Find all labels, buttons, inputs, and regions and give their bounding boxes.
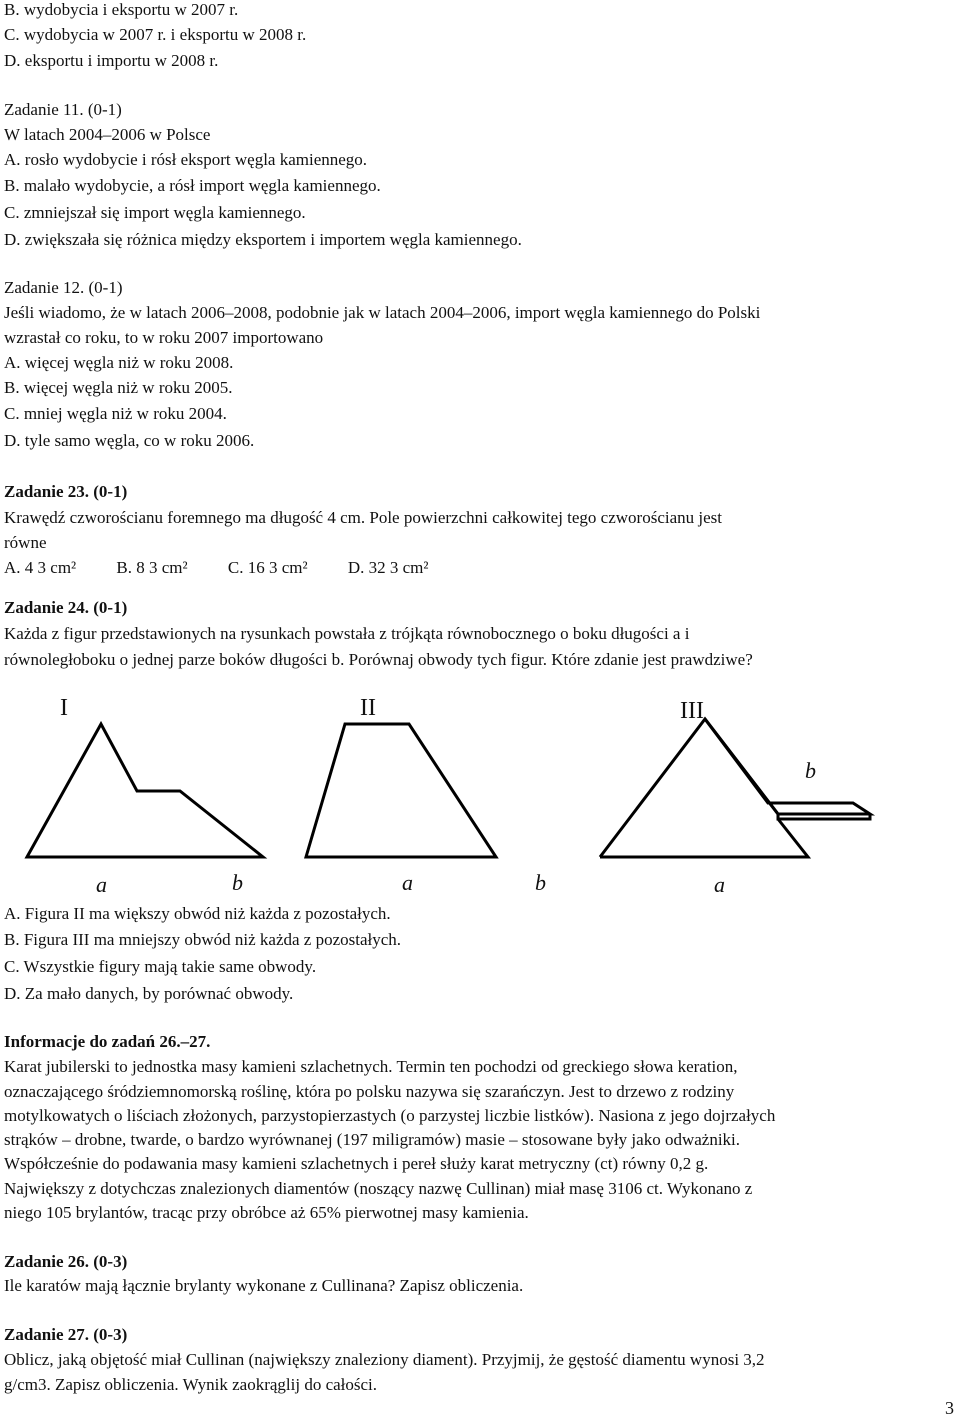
task-24-option-b: B. Figura III ma mniejszy obwód niż każda z pozostałych.: [4, 930, 402, 949]
figures-diagram: [0, 690, 960, 900]
task-27-line-1: Oblicz, jaką objętość miał Cullinan (największy znaleziony diament). Przyjmij, że gęstość diamentu wynosi 3,2: [4, 1350, 765, 1369]
task-24-option-c: C. Wszystkie figury mają takie same obwody.: [4, 957, 317, 976]
prev-option-d: D. eksportu i importu w 2008 r.: [4, 51, 219, 70]
task-12-option-c: C. mniej węgla niż w roku 2004.: [4, 404, 227, 423]
prev-option-b: B. wydobycia i eksportu w 2007 r.: [4, 0, 239, 19]
figure-3-label: III: [680, 698, 704, 724]
figure-2-shape: [306, 724, 496, 857]
task-26-title: Zadanie 26. (0-3): [4, 1252, 128, 1271]
figure-2-side-a: a: [402, 870, 413, 895]
info-line-7: niego 105 brylantów, tracąc przy obróbce aż 65% pierwotnej masy kamienia.: [4, 1203, 529, 1222]
task-12-stem-line-2: wzrastał co roku, to w roku 2007 importowano: [4, 328, 324, 347]
task-24-stem-line-2: równoległoboku o jednej parze boków długości b. Porównaj obwody tych figur. Które zdanie jest prawdziwe?: [4, 650, 753, 669]
task-23-title: Zadanie 23. (0-1): [4, 482, 128, 501]
task-11-stem: W latach 2004–2006 w Polsce: [4, 125, 211, 144]
task-24-option-a: A. Figura II ma większy obwód niż każda z pozostałych.: [4, 904, 391, 923]
task-23-option-c: C. 16 3 cm²: [227, 558, 308, 577]
figure-2-label: II: [360, 695, 376, 721]
task-11-title: Zadanie 11. (0-1): [4, 100, 122, 119]
task-23-option-b: B. 8 3 cm²: [116, 558, 188, 577]
prev-option-c: C. wydobycia w 2007 r. i eksportu w 2008 r.: [4, 25, 307, 44]
task-23-options: [4, 557, 465, 579]
task-12-title: Zadanie 12. (0-1): [4, 278, 123, 297]
task-12-option-d: D. tyle samo węgla, co w roku 2006.: [4, 431, 255, 450]
info-line-4: strąków – drobne, twarde, o bardzo wyrównanej (197 miligramów) masie – stosowane były jako odważniki.: [4, 1130, 741, 1149]
task-23-option-d: D. 32 3 cm²: [347, 558, 429, 577]
task-24-option-d: D. Za mało danych, by porównać obwody.: [4, 984, 294, 1003]
info-title: Informacje do zadań 26.–27.: [4, 1032, 211, 1051]
info-line-1: Karat jubilerski to jednostka masy kamieni szlachetnych. Termin ten pochodzi od greckiego słowa keration,: [4, 1057, 738, 1076]
task-11-option-c: C. zmniejszał się import węgla kamiennego.: [4, 203, 306, 222]
figure-3-side-a: a: [714, 872, 725, 897]
info-line-5: Współcześnie do podawania masy kamieni szlachetnych i pereł służy karat metryczny (ct) równy 0,2 g.: [4, 1154, 709, 1173]
task-23-stem-line-1: Krawędź czworościanu foremnego ma długość 4 cm. Pole powierzchni całkowitej tego czworościanu jest: [4, 508, 723, 527]
figure-3-side-b: b: [805, 758, 816, 783]
task-26-text: Ile karatów mają łącznie brylanty wykonane z Cullinana? Zapisz obliczenia.: [4, 1276, 524, 1295]
task-11-option-a: A. rosło wydobycie i rósł eksport węgla kamiennego.: [4, 150, 368, 169]
figure-1-side-a: a: [96, 872, 107, 897]
info-line-2: oznaczającego śródziemnomorską roślinę, która po polsku nazywa się szarańczyn. Jest to drzewo z rodziny: [4, 1082, 735, 1101]
task-12-stem-line-1: Jeśli wiadomo, że w latach 2006–2008, podobnie jak w latach 2004–2006, import węgla kamiennego do Polski: [4, 303, 761, 322]
figure-3-shape: [600, 719, 870, 857]
task-27-title: Zadanie 27. (0-3): [4, 1325, 128, 1344]
task-12-option-b: B. więcej węgla niż w roku 2005.: [4, 378, 233, 397]
task-11-option-d: D. zwiększała się różnica między eksportem i importem węgla kamiennego.: [4, 230, 522, 249]
figure-1-side-b: b: [232, 870, 243, 895]
task-27-line-2: g/cm3. Zapisz obliczenia. Wynik zaokrąglij do całości.: [4, 1375, 378, 1394]
figure-1-shape: [27, 724, 263, 857]
task-23-option-a: A. 4 3 cm²: [4, 558, 77, 577]
page-number: 3: [945, 1398, 954, 1418]
task-24-title: Zadanie 24. (0-1): [4, 598, 128, 617]
task-11-option-b: B. malało wydobycie, a rósł import węgla kamiennego.: [4, 176, 381, 195]
info-line-6: Największy z dotychczas znalezionych diamentów (noszący nazwę Cullinan) miał masę 3106 ct. Wykonano z: [4, 1179, 753, 1198]
task-12-option-a: A. więcej węgla niż w roku 2008.: [4, 353, 234, 372]
figure-1-label: I: [60, 695, 68, 721]
task-23-stem-line-2: równe: [4, 533, 47, 552]
info-line-3: motylkowatych o liściach złożonych, parzystopierzastych (o parzystej liczbie listków). Nasiona z jego dojrzałych: [4, 1106, 776, 1125]
task-24-stem-line-1: Każda z figur przedstawionych na rysunkach powstała z trójkąta równobocznego o boku długości a i: [4, 624, 690, 643]
figure-2-side-b: b: [535, 870, 546, 895]
